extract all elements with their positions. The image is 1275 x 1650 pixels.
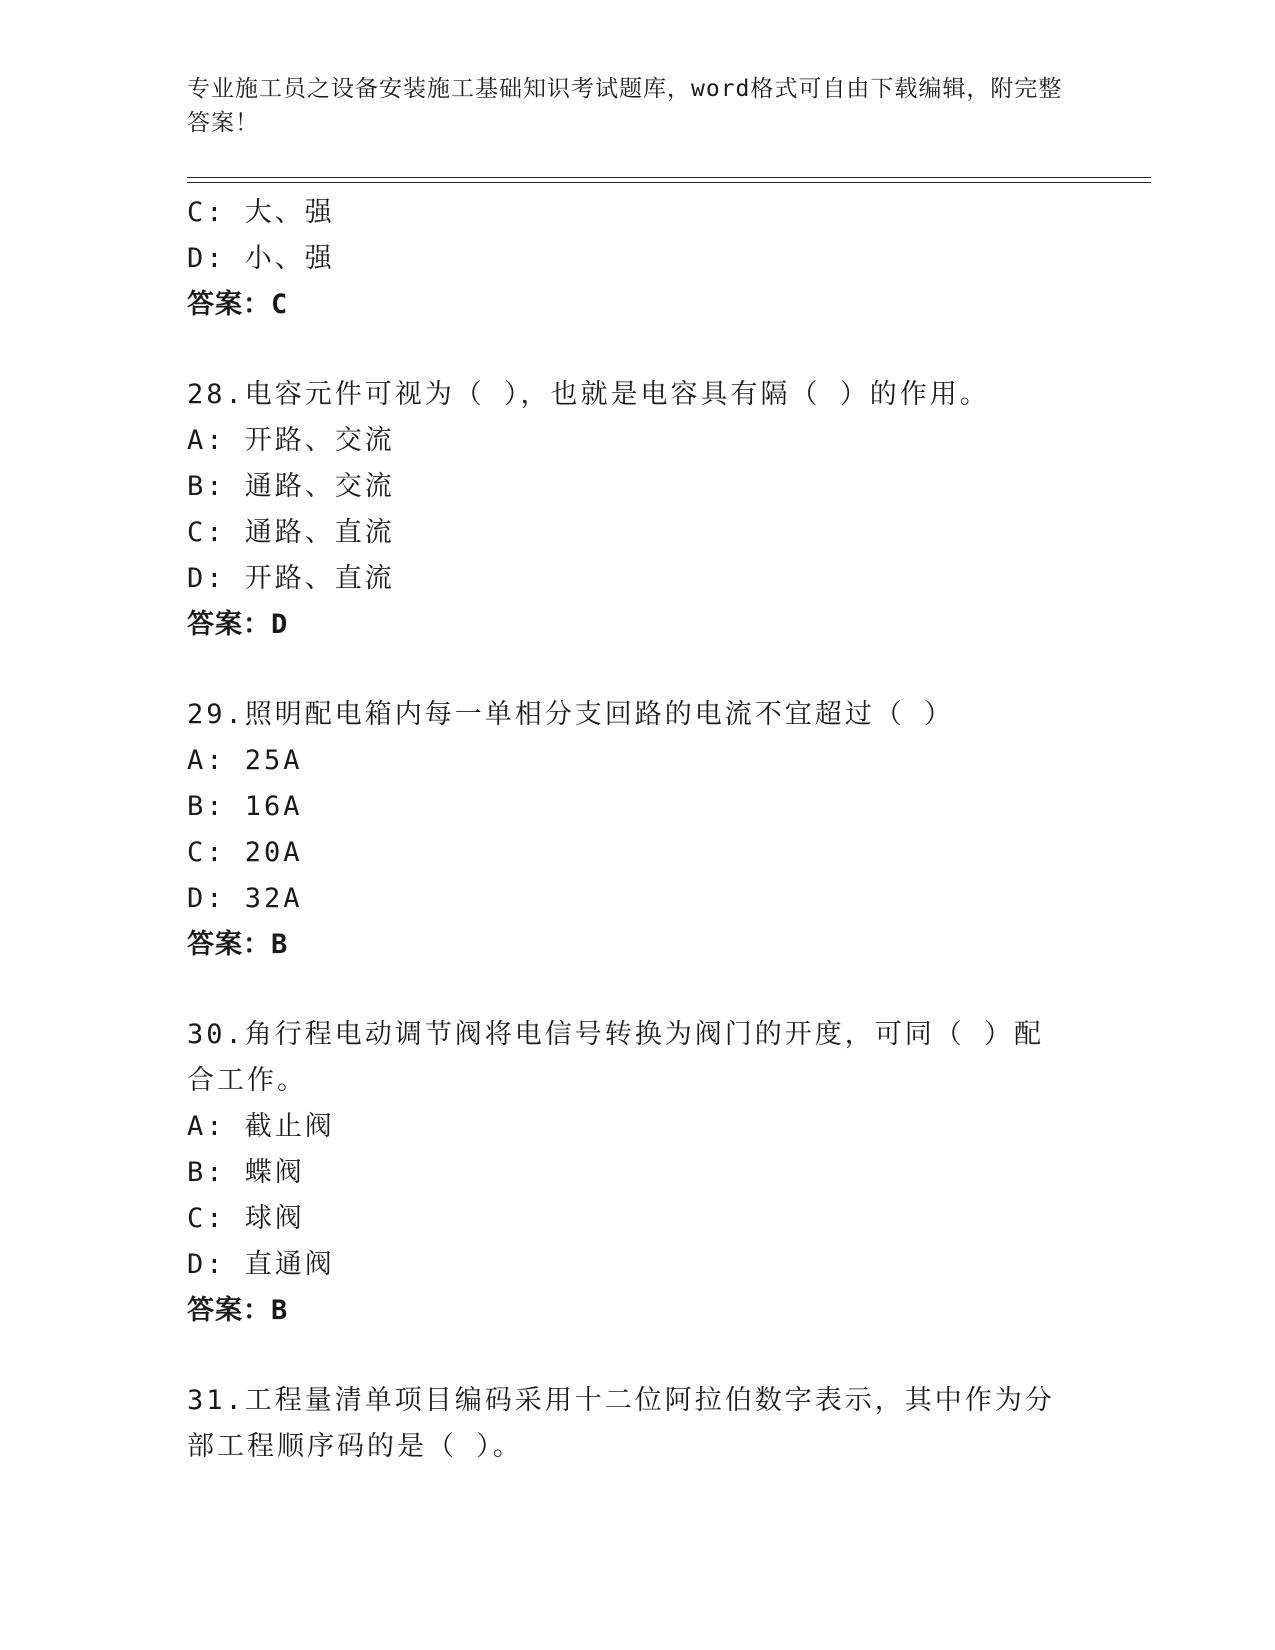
option-c: C: 通路、直流 [187, 517, 395, 548]
option-a: A: 开路、交流 [187, 425, 395, 456]
answer-line: 答案：C [187, 289, 289, 320]
option-a: A: 截止阀 [187, 1111, 335, 1142]
answer-line: 答案：B [187, 929, 289, 960]
option-d: D: 32A [187, 883, 303, 914]
answer-line: 答案：D [187, 609, 289, 640]
header-rule-top [187, 177, 1151, 178]
question-stem: 30.角行程电动调节阀将电信号转换为阀门的开度，可同（ ）配合工作。 [187, 1019, 1045, 1096]
option-b: B: 蝶阀 [187, 1157, 305, 1188]
question-stem: 29.照明配电箱内每一单相分支回路的电流不宜超过（ ） [187, 699, 955, 730]
question-list [187, 190, 1087, 1470]
option-d: D: 小、强 [187, 243, 335, 274]
document-header: 专业施工员之设备安装施工基础知识考试题库，word格式可自由下载编辑，附完整答案！ [187, 76, 1063, 136]
question-stem: 31.工程量清单项目编码采用十二位阿拉伯数字表示，其中作为分部工程顺序码的是（ ）。 [187, 1385, 1055, 1462]
option-d: D: 开路、直流 [187, 563, 395, 594]
option-c: C: 球阀 [187, 1203, 305, 1234]
option-d: D: 直通阀 [187, 1249, 335, 1280]
option-a: A: 25A [187, 745, 303, 776]
option-b: B: 通路、交流 [187, 471, 395, 502]
answer-line: 答案：B [187, 1295, 289, 1326]
option-c: C: 20A [187, 837, 303, 868]
question-stem: 28.电容元件可视为（ ），也就是电容具有隔（ ）的作用。 [187, 379, 990, 410]
option-b: B: 16A [187, 791, 303, 822]
header-rule-bottom [187, 182, 1151, 183]
option-c: C: 大、强 [187, 197, 335, 228]
